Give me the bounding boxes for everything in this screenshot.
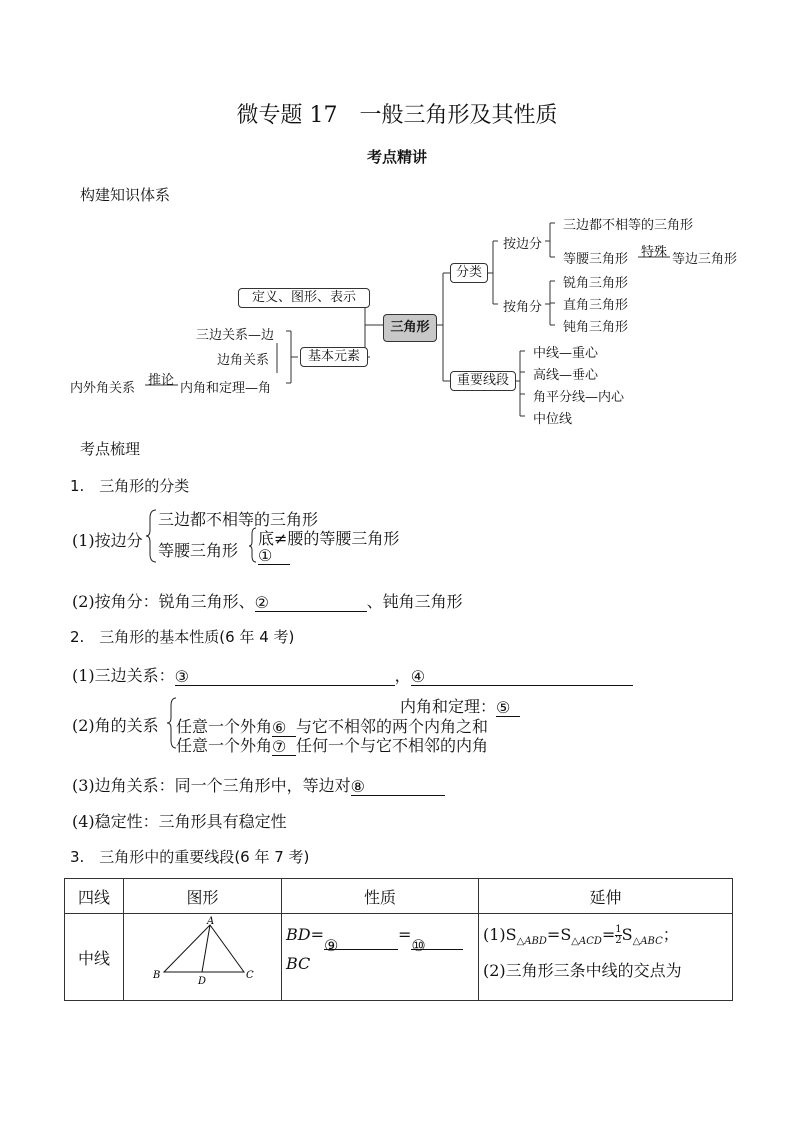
mindmap-side-scalene: 三边都不相等的三角形 <box>563 218 694 233</box>
mindmap-important-lines: 重要线段 <box>450 371 516 391</box>
vertex-b-label: B <box>153 970 161 981</box>
s1-blank-2: ② <box>255 593 367 612</box>
page-subtitle: 考点精讲 <box>366 148 427 166</box>
prop-bd: BD= <box>286 925 324 944</box>
s2-side-angle: (3)边角关系：同一个三角形中，等边对 <box>72 776 351 795</box>
s2-blank-7: ⑦ <box>272 737 296 756</box>
table-header-lines: 四线 <box>65 879 124 914</box>
vertex-c-label: C <box>246 970 254 981</box>
s1-scalene: 三边都不相等的三角形 <box>158 510 319 529</box>
s1-heading: 1. 三角形的分类 <box>70 477 190 495</box>
s2-row1-label: (1)三边关系： <box>72 666 175 685</box>
important-lines-table <box>64 878 733 1001</box>
mindmap-by-side: 按边分 <box>503 237 543 252</box>
s3-blank-10: ⑩ <box>411 931 463 950</box>
s1-item2 <box>72 589 463 612</box>
s2-ext-angle-a: 任意一个外角 <box>176 717 273 736</box>
table-header-extension: 延伸 <box>479 879 733 914</box>
mindmap-angle-acute: 锐角三角形 <box>563 276 629 291</box>
ext-s2: =S <box>546 925 572 944</box>
row-median-figure <box>124 914 282 1001</box>
mindmap-deduce: 推论 <box>148 373 175 388</box>
s2-ext-angle-a-tail: 与它不相邻的两个内角之和 <box>296 717 489 736</box>
section-review-heading: 考点梳理 <box>80 440 141 458</box>
mindmap-special: 特殊 <box>641 245 668 260</box>
s2-heading: 2. 三角形的基本性质(6 年 4 考) <box>70 628 295 646</box>
s1-isosceles: 等腰三角形 <box>158 541 239 560</box>
ext-eq: = <box>601 925 616 944</box>
s3-blank-9: ⑨ <box>324 931 398 950</box>
mindmap-angle-right: 直角三角形 <box>563 298 629 313</box>
s1-blank-1 <box>258 546 290 565</box>
s2-blank-6: ⑥ <box>272 718 296 737</box>
mindmap-line-altitude: 高线—垂心 <box>533 368 599 383</box>
prop-bc: BC <box>286 954 311 973</box>
ext-s3: S <box>621 925 633 944</box>
s2-ext-angle-c: 任意一个外角 <box>176 736 273 755</box>
mindmap-center: 三角形 <box>383 314 437 342</box>
vertex-a-label: A <box>207 916 215 927</box>
s2-row2-label: (2)角的关系 <box>72 716 159 735</box>
mindmap-outer-inner: 内外角关系 <box>70 381 136 396</box>
mindmap-edge-relation: 三边关系—边 <box>196 328 275 343</box>
ext-end: ； <box>662 925 679 944</box>
ext-sub-abd: △ABD <box>516 936 547 948</box>
s2-row3 <box>72 773 445 796</box>
table-header-figure: 图形 <box>124 879 282 914</box>
prop-eq: = <box>398 925 412 944</box>
s2-row2-c <box>176 733 488 756</box>
ext-fraction-den: 2 <box>615 935 622 946</box>
s1-blank-1-mark: ① <box>258 546 290 565</box>
page-title: 微专题 17 一般三角形及其性质 <box>236 103 558 128</box>
mindmap-definition: 定义、图形、表示 <box>238 288 370 308</box>
mindmap-line-bisector: 角平分线—内心 <box>533 390 625 405</box>
s1-isosceles-nonequal: 底≠腰的等腰三角形 <box>258 529 400 548</box>
mindmap-angle-obtuse: 钝角三角形 <box>563 320 629 335</box>
mindmap-line-midline: 中位线 <box>533 412 573 427</box>
s2-angle-sum-label: 内角和定理： <box>400 697 497 716</box>
table-row <box>65 914 733 1001</box>
ext-centroid: (2)三角形三条中线的交点为 <box>483 961 682 981</box>
ext-area-relation <box>483 920 728 957</box>
mindmap-classify: 分类 <box>450 263 488 283</box>
mindmap-by-angle: 按角分 <box>503 300 543 315</box>
row-median-name: 中线 <box>65 914 124 1001</box>
point-d-label: D <box>198 976 207 987</box>
s1-item1-label: (1)按边分 <box>72 531 143 550</box>
mindmap-edge-angle: 边角关系 <box>217 353 270 368</box>
s2-stability: (4)稳定性：三角形具有稳定性 <box>72 812 287 831</box>
s2-row1 <box>72 663 633 686</box>
s2-ext-angle-c-tail: 任何一个与它不相邻的内角 <box>296 736 489 755</box>
mindmap-angle-sum: 内角和定理—角 <box>180 381 272 396</box>
mindmap-side-equilateral: 等边三角形 <box>672 252 738 267</box>
s1-item2-tail: 、钝角三角形 <box>366 592 463 611</box>
s2-blank-4: ④ <box>411 667 633 686</box>
mindmap-line-median: 中线—重心 <box>533 346 599 361</box>
s1-item2-label: (2)按角分：锐角三角形、 <box>72 592 255 611</box>
ext-sub-abc: △ABC <box>632 936 663 948</box>
ext-sub-acd: △ACD <box>571 936 602 948</box>
mindmap-side-isosceles: 等腰三角形 <box>563 252 629 267</box>
mindmap-basic-elements: 基本元素 <box>300 347 368 367</box>
s2-blank-8: ⑧ <box>351 777 445 796</box>
ext-fraction-num: 1 <box>615 924 622 935</box>
s2-blank-3: ③ <box>175 667 395 686</box>
median-triangle-figure <box>124 914 281 996</box>
table-header-property: 性质 <box>282 879 479 914</box>
ext-s1: (1)S <box>483 925 517 944</box>
row-median-extension <box>479 914 733 1001</box>
s2-blank-5: ⑤ <box>496 698 520 717</box>
s3-heading: 3. 三角形中的重要线段(6 年 7 考) <box>70 848 310 866</box>
row-median-property <box>282 914 479 1001</box>
section-build-heading: 构建知识体系 <box>80 186 171 204</box>
s2-row1-sep: ， <box>394 666 411 685</box>
